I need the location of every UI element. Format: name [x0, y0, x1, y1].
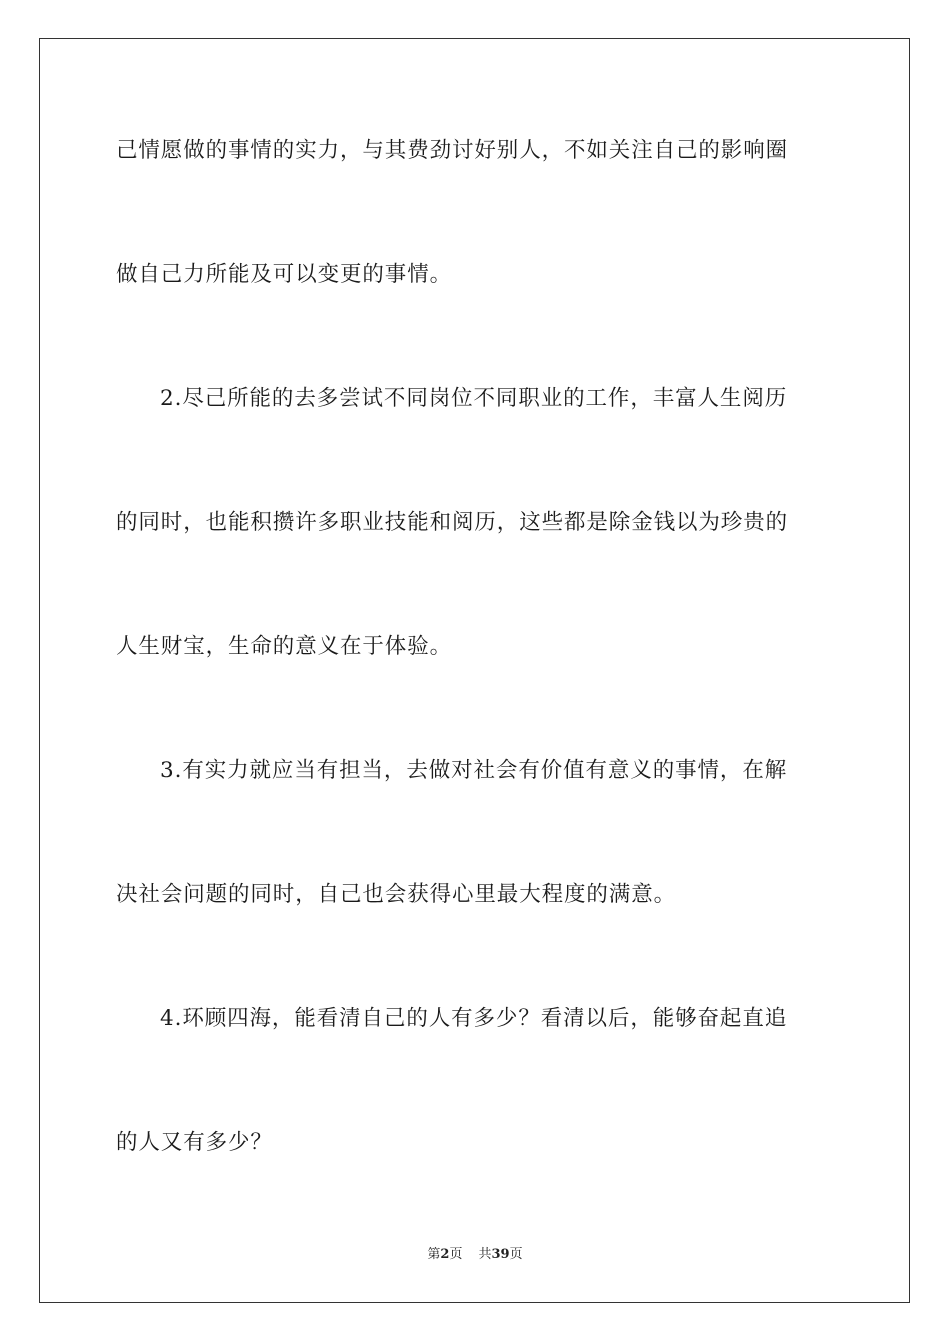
numbered-paragraph-4-start: 4.环顾四海，能看清自己的人有多少？看清以后，能够奋起直追 — [160, 1006, 788, 1031]
body-text-line: 决社会问题的同时，自己也会获得心里最大程度的满意。 — [116, 882, 677, 907]
footer-total-pages: 39 — [491, 1247, 510, 1262]
footer-page-number: 2 — [440, 1247, 450, 1262]
footer-total-prefix: 共 — [478, 1247, 492, 1262]
numbered-paragraph-3-start: 3.有实力就应当有担当，去做对社会有价值有意义的事情，在解 — [160, 758, 788, 783]
body-text-line: 的同时，也能积攒许多职业技能和阅历，这些都是除金钱以为珍贵的 — [116, 510, 789, 535]
page-border — [39, 38, 910, 1303]
body-text-line: 己情愿做的事情的实力，与其费劲讨好别人，不如关注自己的影响圈 — [116, 138, 789, 163]
footer-page-suffix: 页 — [449, 1247, 463, 1262]
body-text-line: 人生财宝，生命的意义在于体验。 — [116, 634, 453, 659]
numbered-paragraph-2-start: 2.尽己所能的去多尝试不同岗位不同职业的工作，丰富人生阅历 — [160, 386, 788, 411]
page-footer — [0, 1246, 950, 1264]
body-text-line: 做自己力所能及可以变更的事情。 — [116, 262, 453, 287]
body-text-line: 的人又有多少？ — [116, 1130, 273, 1155]
footer-total-suffix: 页 — [509, 1247, 523, 1262]
footer-page-prefix: 第 — [427, 1247, 441, 1262]
